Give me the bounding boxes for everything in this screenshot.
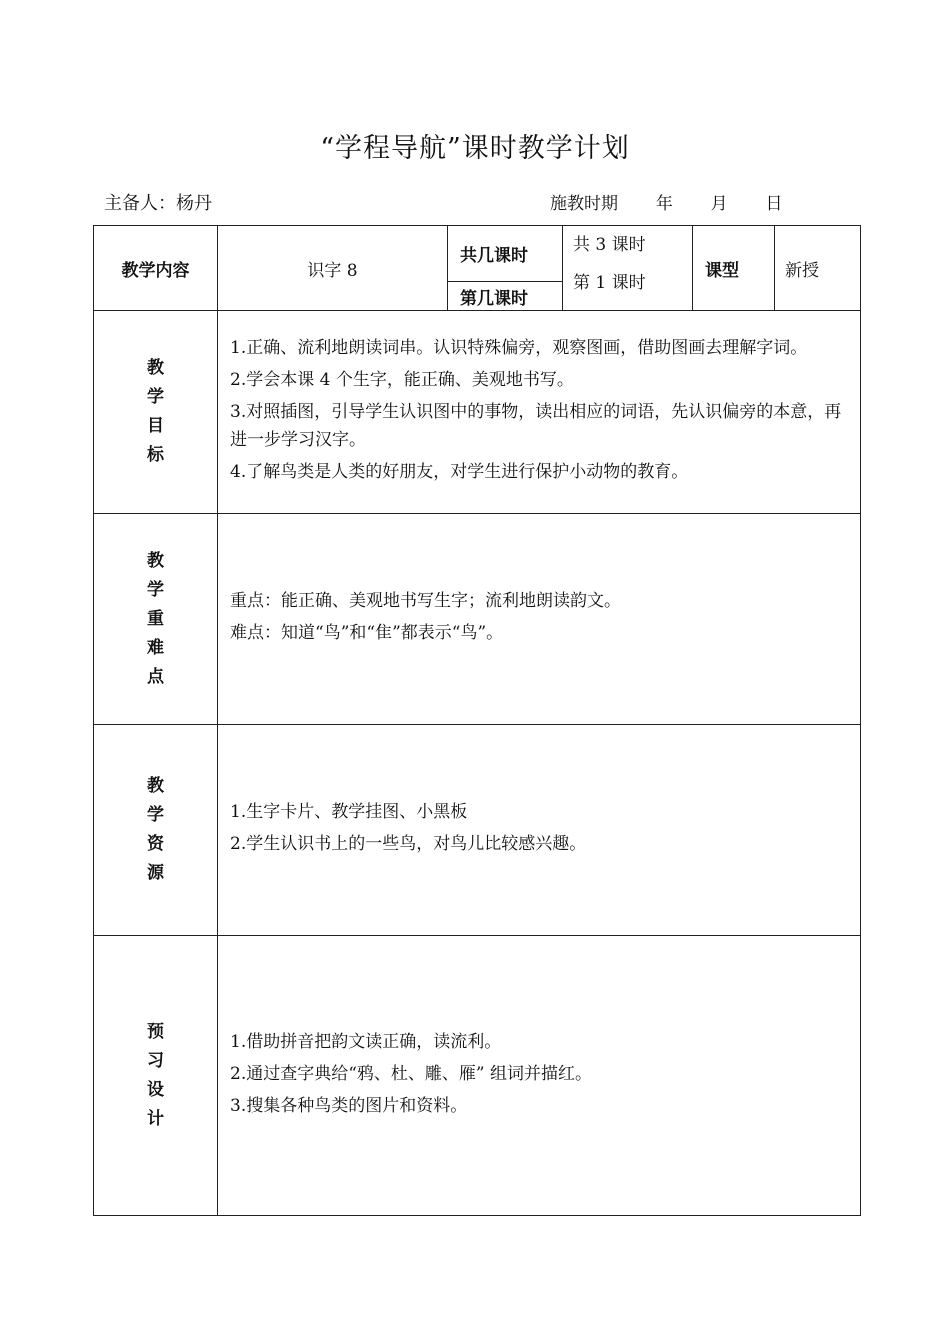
total-lessons-label-cell: 共几课时 [448,226,563,282]
preview-line: 2.通过查字典给“鸦、杜、雕、雁” 组词并描红。 [230,1063,593,1084]
total-lessons-value: 共 3 课时 [573,235,646,255]
difficulty-line: 难点：知道“鸟”和“隹”都表示“鸟”。 [230,623,504,643]
teaching-period-label: 施教时期 [550,194,618,214]
lessons-value-cell [563,226,693,311]
year-label: 年 [655,194,673,214]
goals-content-cell [218,311,861,514]
preparer-name: 杨丹 [176,193,212,214]
which-lesson-label-cell: 第几课时 [448,282,563,311]
resource-line: 1.生字卡片、教学挂图、小黑板 [230,802,468,822]
content-label-cell: 教学内容 [94,226,218,311]
goal-line: 2.学会本课 4 个生字，能正确、美观地书写。 [230,370,574,390]
day-label: 日 [765,194,783,214]
resources-content-cell [218,725,861,936]
type-value-cell: 新授 [775,226,861,311]
preview-line: 3.搜集各种鸟类的图片和资料。 [230,1095,468,1116]
preparer-line [104,189,212,215]
lesson-plan-table [93,225,861,1216]
page-title: “学程导航”课时教学计划 [320,133,630,164]
goal-line: 1.正确、流利地朗读词串。认识特殊偏旁，观察图画，借助图画去理解字词。 [230,338,808,358]
preview-label-cell: 预 习 设 计 [94,936,218,1216]
preview-line: 1.借助拼音把韵文读正确，读流利。 [230,1031,502,1052]
month-label: 月 [710,194,728,214]
key-points-label-cell: 教 学 重 难 点 [94,514,218,725]
goal-line: 3.对照插图，引导学生认识图中的事物，读出相应的词语，先认识偏旁的本意，再进一步学习汉字。 [230,402,842,450]
preview-content-cell [218,936,861,1216]
key-points-content-cell [218,514,861,725]
content-value-cell: 识字 8 [218,226,448,311]
preparer-label: 主备人： [104,193,176,214]
which-lesson-value: 第 1 课时 [573,273,646,293]
resources-label-cell: 教 学 资 源 [94,725,218,936]
teaching-period-line [550,189,782,214]
type-label-cell: 课型 [693,226,775,311]
resource-line: 2.学生认识书上的一些鸟，对鸟儿比较感兴趣。 [230,834,587,854]
goals-label-cell: 教 学 目 标 [94,311,218,514]
goal-line: 4.了解鸟类是人类的好朋友，对学生进行保护小动物的教育。 [230,462,689,482]
key-point-line: 重点：能正确、美观地书写生字；流利地朗读韵文。 [230,591,621,611]
